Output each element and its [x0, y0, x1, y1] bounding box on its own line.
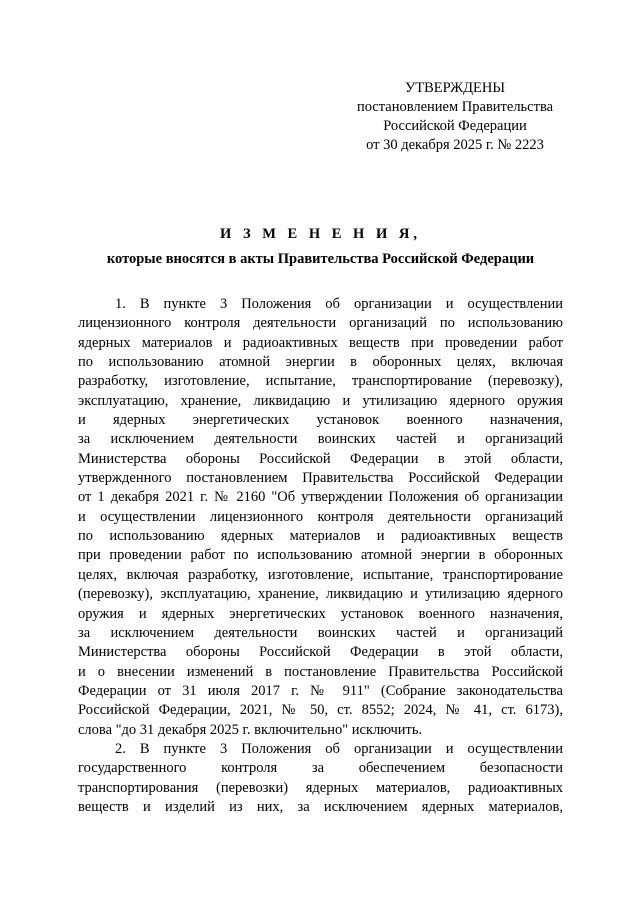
paragraph-line: транспортирования (перевозки) ядерных материалов, радиоактивных: [78, 779, 563, 796]
paragraph-line: Министерства обороны Российской Федерации в этой области,: [78, 450, 563, 467]
paragraph: [78, 740, 563, 817]
paragraph-line: и осуществлении лицензионного контроля деятельности организаций: [78, 508, 563, 525]
document-title: И З М Е Н Е Н И Я,: [220, 226, 421, 242]
paragraph-line: государственного контроля за обеспечением безопасности: [78, 760, 563, 777]
paragraph: [78, 295, 563, 740]
paragraph-line: и ядерных энергетических установок военного назначения,: [78, 412, 563, 429]
paragraph-line: за исключением деятельности воинских частей и организаций: [78, 624, 563, 641]
paragraph-line: целях, включая разработку, изготовление, испытание, транспортирование: [78, 566, 563, 583]
paragraph-line: 2. В пункте 3 Положения об организации и осуществлении: [115, 740, 563, 757]
paragraph-line: лицензионного контроля деятельности организаций по использованию: [78, 315, 563, 332]
document-subtitle: которые вносятся в акты Правительства Российской Федерации: [106, 251, 535, 267]
paragraph-line: эксплуатацию, хранение, ликвидацию и утилизацию ядерного оружия: [78, 392, 563, 409]
paragraph-line: за исключением деятельности воинских частей и организаций: [78, 431, 563, 448]
document-body: [78, 295, 563, 817]
paragraph-line: при проведении работ по использованию атомной энергии в оборонных: [78, 547, 563, 564]
paragraph-line: оружия и ядерных энергетических установок военного назначения,: [78, 605, 563, 622]
paragraph-line: и о внесении изменений в постановление Правительства Российской: [78, 663, 563, 680]
approval-title: УТВЕРЖДЕНЫ: [404, 80, 506, 96]
approval-line: постановлением Правительства: [356, 99, 554, 115]
paragraph-line: ядерных материалов и радиоактивных веществ при проведении работ: [78, 334, 563, 351]
paragraph-line: Федерации от 31 июля 2017 г. № 911" (Собрание законодательства: [78, 682, 563, 699]
paragraph-line: по использованию ядерных материалов и радиоактивных веществ: [78, 528, 563, 545]
paragraph-line: слова "до 31 декабря 2025 г. включительно" исключить.: [78, 721, 423, 738]
approval-block: [330, 98, 580, 155]
paragraph-line: 1. В пункте 3 Положения об организации и осуществлении: [115, 296, 563, 312]
paragraph-line: по использованию атомной энергии в оборонных целях, включая: [78, 354, 563, 371]
paragraph-line: веществ и изделий из них, за исключением ядерных материалов,: [78, 798, 563, 815]
approval-label: [330, 79, 580, 98]
paragraph-line: утвержденного постановлением Правительства Российской Федерации: [78, 470, 563, 487]
paragraph-line: разработку, изготовление, испытание, транспортирование (перевозку),: [78, 373, 563, 390]
paragraph-line: (перевозку), эксплуатацию, хранение, ликвидацию и утилизацию ядерного: [78, 586, 563, 603]
approval-line: от 30 декабря 2025 г. № 2223: [366, 137, 544, 153]
paragraph-line: от 1 декабря 2021 г. № 2160 "Об утверждении Положения об организации: [78, 489, 563, 506]
approval-line: Российской Федерации: [383, 118, 527, 134]
paragraph-line: Министерства обороны Российской Федерации в этой области,: [78, 644, 563, 661]
paragraph-line: Российской Федерации, 2021, № 50, ст. 8552; 2024, № 41, ст. 6173),: [78, 702, 563, 719]
